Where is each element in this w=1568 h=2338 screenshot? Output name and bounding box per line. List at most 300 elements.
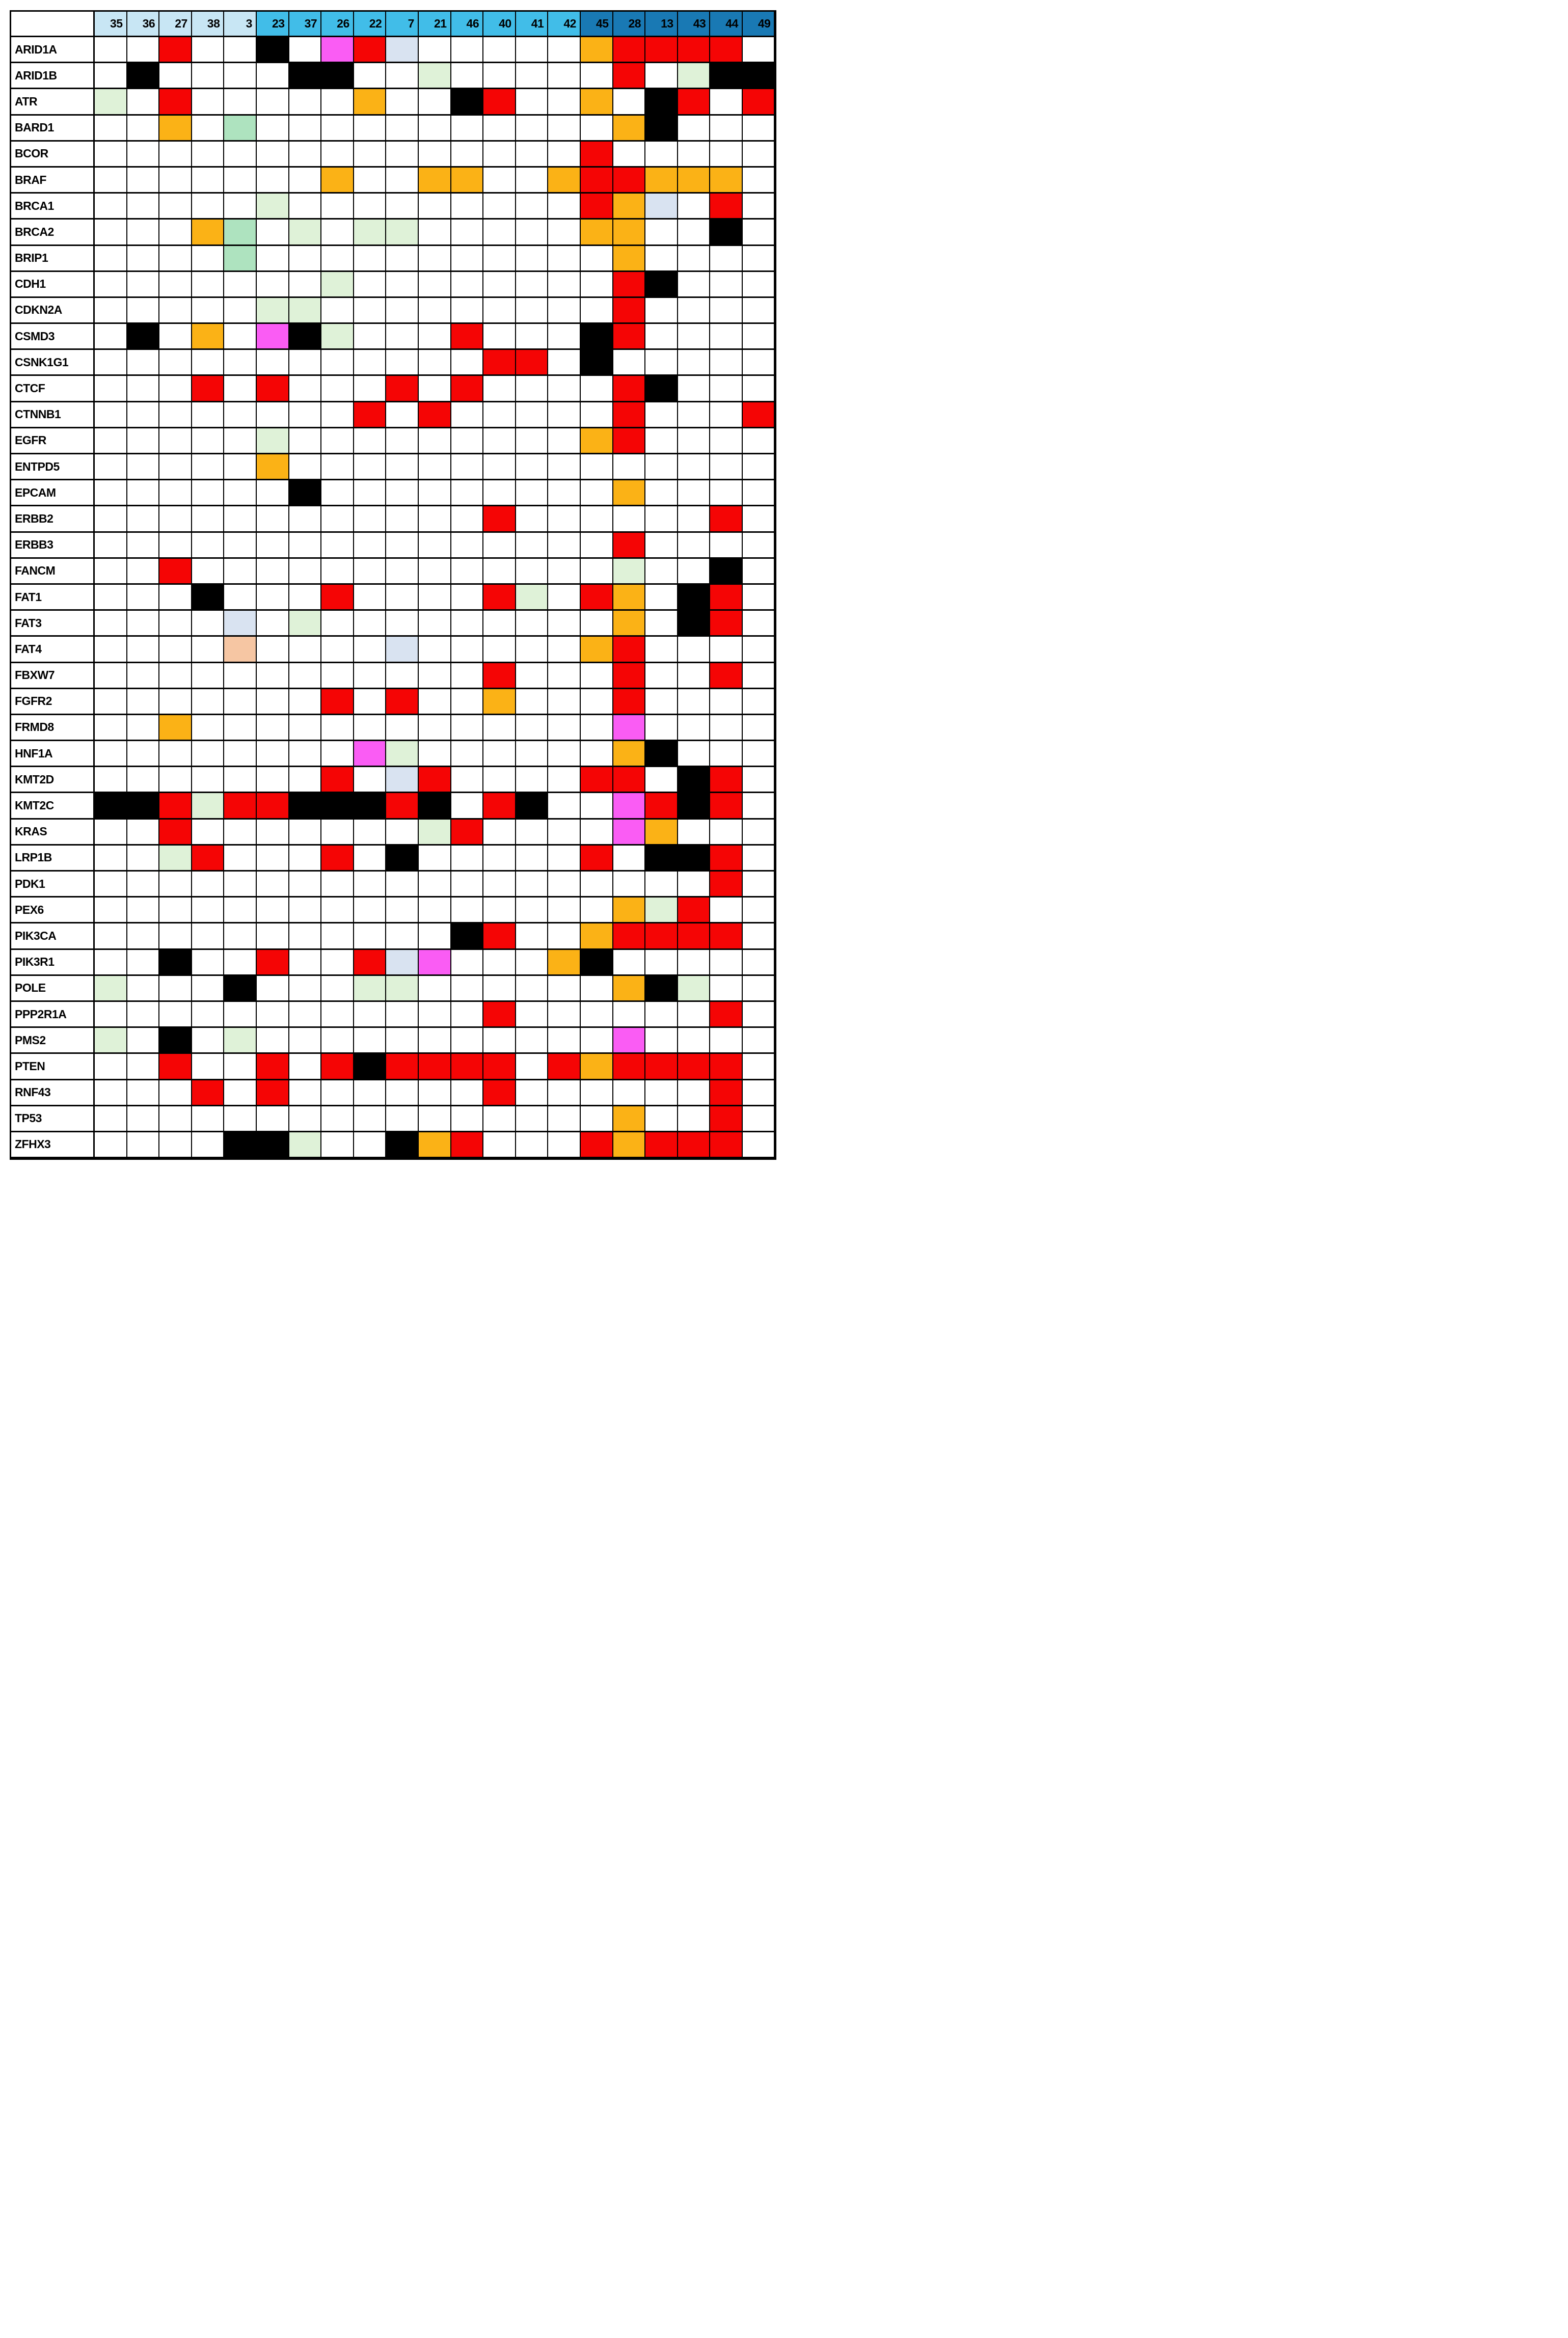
cell-BARD1-41-white	[516, 116, 549, 142]
cell-BCOR-38-white	[192, 142, 225, 168]
cell-HNF1A-13-black	[645, 741, 678, 767]
cell-ENTPD5-35-white	[95, 454, 127, 480]
cell-FGFR2-49-white	[743, 689, 775, 715]
cell-CTNNB1-3-white	[224, 402, 257, 428]
gene-label-ERBB3: ERBB3	[11, 533, 95, 559]
gene-label-POLE: POLE	[11, 976, 95, 1002]
cell-FGFR2-43-white	[678, 689, 711, 715]
cell-KMT2D-22-white	[354, 767, 387, 793]
cell-ARID1A-40-white	[483, 37, 516, 63]
cell-KMT2D-7-light-blue	[386, 767, 419, 793]
cell-FAT3-7-white	[386, 611, 419, 637]
cell-BRIP1-27-white	[159, 246, 192, 272]
cell-PIK3CA-23-white	[257, 923, 289, 949]
cell-PIK3R1-43-white	[678, 950, 711, 976]
cell-EGFR-43-white	[678, 428, 711, 454]
cell-ENTPD5-43-white	[678, 454, 711, 480]
cell-EPCAM-7-white	[386, 480, 419, 506]
cell-CDKN2A-35-white	[95, 298, 127, 324]
cell-ARID1B-46-white	[451, 63, 484, 89]
gene-label-PIK3CA: PIK3CA	[11, 923, 95, 949]
cell-POLE-27-white	[159, 976, 192, 1002]
cell-FAT3-28-orange	[613, 611, 646, 637]
cell-POLE-37-white	[289, 976, 322, 1002]
cell-PEX6-37-white	[289, 898, 322, 923]
cell-BRCA1-36-white	[127, 194, 160, 220]
cell-PDK1-36-white	[127, 872, 160, 898]
cell-HNF1A-26-white	[321, 741, 354, 767]
cell-CDKN2A-26-white	[321, 298, 354, 324]
cell-FANCM-26-white	[321, 559, 354, 585]
cell-BRIP1-42-white	[548, 246, 581, 272]
cell-FBXW7-28-red	[613, 663, 646, 689]
cell-CSMD3-41-white	[516, 324, 549, 350]
cell-PIK3R1-27-black	[159, 950, 192, 976]
cell-PMS2-21-white	[419, 1028, 451, 1054]
cell-ARID1B-27-white	[159, 63, 192, 89]
cell-KMT2D-28-red	[613, 767, 646, 793]
cell-FANCM-28-pale-green	[613, 559, 646, 585]
cell-ATR-44-white	[710, 89, 743, 115]
cell-BRIP1-3-medium-green	[224, 246, 257, 272]
cell-FAT4-13-white	[645, 637, 678, 663]
cell-ATR-37-white	[289, 89, 322, 115]
cell-BRCA1-45-red	[581, 194, 613, 220]
cell-CSMD3-21-white	[419, 324, 451, 350]
cell-PIK3CA-13-red	[645, 923, 678, 949]
cell-EGFR-38-white	[192, 428, 225, 454]
gene-label-TP53: TP53	[11, 1106, 95, 1132]
cell-CDH1-27-white	[159, 272, 192, 298]
cell-BARD1-23-white	[257, 116, 289, 142]
cell-ATR-13-black	[645, 89, 678, 115]
cell-ZFHX3-46-red	[451, 1132, 484, 1158]
cell-PIK3R1-49-white	[743, 950, 775, 976]
cell-FANCM-38-white	[192, 559, 225, 585]
cell-RNF43-38-red	[192, 1080, 225, 1106]
cell-ATR-21-white	[419, 89, 451, 115]
cell-BRIP1-46-white	[451, 246, 484, 272]
cell-ERBB2-28-white	[613, 506, 646, 532]
cell-ERBB2-26-white	[321, 506, 354, 532]
cell-ARID1A-44-red	[710, 37, 743, 63]
cell-ATR-27-red	[159, 89, 192, 115]
column-header-41: 41	[516, 12, 549, 37]
cell-CTNNB1-41-white	[516, 402, 549, 428]
cell-ATR-3-white	[224, 89, 257, 115]
cell-FAT4-26-white	[321, 637, 354, 663]
cell-PMS2-27-black	[159, 1028, 192, 1054]
cell-PPP2R1A-38-white	[192, 1002, 225, 1028]
cell-CSMD3-40-white	[483, 324, 516, 350]
cell-ARID1B-21-pale-green	[419, 63, 451, 89]
cell-PDK1-41-white	[516, 872, 549, 898]
cell-BRIP1-26-white	[321, 246, 354, 272]
column-header-23: 23	[257, 12, 289, 37]
cell-LRP1B-43-black	[678, 846, 711, 872]
cell-ARID1B-38-white	[192, 63, 225, 89]
cell-CSMD3-3-white	[224, 324, 257, 350]
cell-KMT2D-49-white	[743, 767, 775, 793]
cell-CDKN2A-22-white	[354, 298, 387, 324]
cell-CTNNB1-13-white	[645, 402, 678, 428]
cell-ERBB2-49-white	[743, 506, 775, 532]
cell-FAT4-38-white	[192, 637, 225, 663]
cell-ATR-49-red	[743, 89, 775, 115]
cell-BCOR-35-white	[95, 142, 127, 168]
cell-BRIP1-13-white	[645, 246, 678, 272]
cell-BRCA2-49-white	[743, 220, 775, 246]
cell-EGFR-27-white	[159, 428, 192, 454]
cell-KMT2C-40-red	[483, 793, 516, 819]
cell-FRMD8-36-white	[127, 715, 160, 741]
cell-PDK1-23-white	[257, 872, 289, 898]
gene-label-CSMD3: CSMD3	[11, 324, 95, 350]
cell-POLE-45-white	[581, 976, 613, 1002]
cell-PEX6-41-white	[516, 898, 549, 923]
cell-FGFR2-42-white	[548, 689, 581, 715]
cell-PTEN-21-red	[419, 1054, 451, 1080]
column-header-13: 13	[645, 12, 678, 37]
cell-CSNK1G1-40-red	[483, 350, 516, 376]
cell-RNF43-49-white	[743, 1080, 775, 1106]
cell-ZFHX3-7-black	[386, 1132, 419, 1158]
cell-TP53-35-white	[95, 1106, 127, 1132]
cell-BRAF-36-white	[127, 168, 160, 194]
cell-PIK3R1-26-white	[321, 950, 354, 976]
cell-HNF1A-43-white	[678, 741, 711, 767]
cell-FANCM-35-white	[95, 559, 127, 585]
cell-BRCA1-26-white	[321, 194, 354, 220]
cell-ERBB2-44-red	[710, 506, 743, 532]
cell-ENTPD5-37-white	[289, 454, 322, 480]
cell-KRAS-35-white	[95, 820, 127, 846]
cell-KMT2D-43-black	[678, 767, 711, 793]
gene-label-PEX6: PEX6	[11, 898, 95, 923]
cell-PIK3R1-45-black	[581, 950, 613, 976]
cell-LRP1B-42-white	[548, 846, 581, 872]
gene-label-HNF1A: HNF1A	[11, 741, 95, 767]
cell-PTEN-3-white	[224, 1054, 257, 1080]
cell-PTEN-28-red	[613, 1054, 646, 1080]
cell-CSMD3-37-black	[289, 324, 322, 350]
cell-PTEN-46-red	[451, 1054, 484, 1080]
cell-POLE-13-black	[645, 976, 678, 1002]
cell-TP53-3-white	[224, 1106, 257, 1132]
cell-ARID1B-7-white	[386, 63, 419, 89]
cell-PMS2-3-pale-green	[224, 1028, 257, 1054]
cell-ERBB2-43-white	[678, 506, 711, 532]
cell-BRCA1-13-light-blue	[645, 194, 678, 220]
cell-FBXW7-23-white	[257, 663, 289, 689]
cell-EGFR-3-white	[224, 428, 257, 454]
cell-FAT3-46-white	[451, 611, 484, 637]
cell-ERBB3-35-white	[95, 533, 127, 559]
gene-label-ARID1A: ARID1A	[11, 37, 95, 63]
cell-PIK3R1-42-orange	[548, 950, 581, 976]
cell-ERBB3-21-white	[419, 533, 451, 559]
cell-ATR-22-orange	[354, 89, 387, 115]
cell-PIK3R1-37-white	[289, 950, 322, 976]
cell-PIK3CA-7-white	[386, 923, 419, 949]
cell-BARD1-43-white	[678, 116, 711, 142]
cell-PMS2-38-white	[192, 1028, 225, 1054]
cell-CTNNB1-37-white	[289, 402, 322, 428]
column-header-42: 42	[548, 12, 581, 37]
cell-PEX6-28-orange	[613, 898, 646, 923]
cell-BRCA1-49-white	[743, 194, 775, 220]
cell-FAT3-40-white	[483, 611, 516, 637]
cell-ARID1A-42-white	[548, 37, 581, 63]
cell-PDK1-27-white	[159, 872, 192, 898]
gene-label-ATR: ATR	[11, 89, 95, 115]
cell-CDKN2A-44-white	[710, 298, 743, 324]
cell-RNF43-21-white	[419, 1080, 451, 1106]
cell-ENTPD5-28-white	[613, 454, 646, 480]
cell-CSMD3-38-orange	[192, 324, 225, 350]
cell-ARID1B-37-black	[289, 63, 322, 89]
cell-CTNNB1-23-white	[257, 402, 289, 428]
cell-BRCA1-43-white	[678, 194, 711, 220]
cell-PDK1-42-white	[548, 872, 581, 898]
cell-BRAF-43-orange	[678, 168, 711, 194]
cell-ZFHX3-21-orange	[419, 1132, 451, 1158]
cell-FRMD8-13-white	[645, 715, 678, 741]
cell-EPCAM-46-white	[451, 480, 484, 506]
column-header-7: 7	[386, 12, 419, 37]
cell-FAT1-26-red	[321, 585, 354, 611]
cell-CTCF-49-white	[743, 376, 775, 402]
cell-BCOR-49-white	[743, 142, 775, 168]
cell-ERBB3-44-white	[710, 533, 743, 559]
cell-ATR-40-red	[483, 89, 516, 115]
cell-BCOR-22-white	[354, 142, 387, 168]
cell-FBXW7-26-white	[321, 663, 354, 689]
cell-PTEN-36-white	[127, 1054, 160, 1080]
cell-KMT2C-45-white	[581, 793, 613, 819]
cell-TP53-27-white	[159, 1106, 192, 1132]
cell-PPP2R1A-41-white	[516, 1002, 549, 1028]
cell-BCOR-36-white	[127, 142, 160, 168]
cell-PEX6-35-white	[95, 898, 127, 923]
cell-FAT4-28-red	[613, 637, 646, 663]
cell-KRAS-49-white	[743, 820, 775, 846]
cell-CDH1-37-white	[289, 272, 322, 298]
cell-PMS2-43-white	[678, 1028, 711, 1054]
cell-TP53-7-white	[386, 1106, 419, 1132]
cell-PEX6-22-white	[354, 898, 387, 923]
cell-EGFR-35-white	[95, 428, 127, 454]
cell-CSNK1G1-43-white	[678, 350, 711, 376]
cell-CSMD3-26-pale-green	[321, 324, 354, 350]
cell-HNF1A-7-pale-green	[386, 741, 419, 767]
cell-FAT1-22-white	[354, 585, 387, 611]
cell-ZFHX3-28-orange	[613, 1132, 646, 1158]
cell-FGFR2-22-white	[354, 689, 387, 715]
cell-FGFR2-27-white	[159, 689, 192, 715]
gene-label-FBXW7: FBXW7	[11, 663, 95, 689]
cell-CDKN2A-21-white	[419, 298, 451, 324]
cell-KMT2D-41-white	[516, 767, 549, 793]
cell-ERBB3-26-white	[321, 533, 354, 559]
cell-KMT2D-23-white	[257, 767, 289, 793]
cell-BCOR-7-white	[386, 142, 419, 168]
cell-BARD1-26-white	[321, 116, 354, 142]
cell-FAT4-36-white	[127, 637, 160, 663]
cell-ERBB2-41-white	[516, 506, 549, 532]
cell-ZFHX3-44-red	[710, 1132, 743, 1158]
cell-HNF1A-35-white	[95, 741, 127, 767]
cell-FAT1-42-white	[548, 585, 581, 611]
cell-FANCM-46-white	[451, 559, 484, 585]
cell-EPCAM-42-white	[548, 480, 581, 506]
cell-KMT2C-49-white	[743, 793, 775, 819]
cell-ARID1A-38-white	[192, 37, 225, 63]
cell-CSNK1G1-13-white	[645, 350, 678, 376]
cell-LRP1B-41-white	[516, 846, 549, 872]
cell-BRCA1-35-white	[95, 194, 127, 220]
cell-KMT2C-23-red	[257, 793, 289, 819]
cell-PIK3R1-44-white	[710, 950, 743, 976]
cell-PEX6-44-white	[710, 898, 743, 923]
cell-CSNK1G1-23-white	[257, 350, 289, 376]
cell-ARID1B-13-white	[645, 63, 678, 89]
cell-KMT2C-37-black	[289, 793, 322, 819]
cell-ERBB3-36-white	[127, 533, 160, 559]
cell-FANCM-37-white	[289, 559, 322, 585]
cell-BRIP1-23-white	[257, 246, 289, 272]
cell-TP53-40-white	[483, 1106, 516, 1132]
cell-FAT4-46-white	[451, 637, 484, 663]
cell-FANCM-13-white	[645, 559, 678, 585]
cell-PDK1-35-white	[95, 872, 127, 898]
cell-RNF43-22-white	[354, 1080, 387, 1106]
cell-BRCA2-28-orange	[613, 220, 646, 246]
column-header-3: 3	[224, 12, 257, 37]
cell-BRCA2-27-white	[159, 220, 192, 246]
cell-BRCA1-46-white	[451, 194, 484, 220]
cell-BARD1-35-white	[95, 116, 127, 142]
cell-BRIP1-36-white	[127, 246, 160, 272]
gene-label-ERBB2: ERBB2	[11, 506, 95, 532]
cell-CSNK1G1-41-red	[516, 350, 549, 376]
cell-CTCF-36-white	[127, 376, 160, 402]
column-header-45: 45	[581, 12, 613, 37]
gene-label-BRCA1: BRCA1	[11, 194, 95, 220]
cell-ARID1B-23-white	[257, 63, 289, 89]
cell-TP53-49-white	[743, 1106, 775, 1132]
cell-RNF43-23-red	[257, 1080, 289, 1106]
cell-POLE-23-white	[257, 976, 289, 1002]
cell-CDH1-36-white	[127, 272, 160, 298]
cell-ERBB3-3-white	[224, 533, 257, 559]
cell-FAT4-23-white	[257, 637, 289, 663]
cell-BRCA1-40-white	[483, 194, 516, 220]
cell-ENTPD5-22-white	[354, 454, 387, 480]
cell-CTCF-43-white	[678, 376, 711, 402]
cell-CSNK1G1-37-white	[289, 350, 322, 376]
cell-BRCA2-7-pale-green	[386, 220, 419, 246]
cell-PDK1-22-white	[354, 872, 387, 898]
cell-BRCA1-7-white	[386, 194, 419, 220]
cell-ARID1B-3-white	[224, 63, 257, 89]
cell-CTCF-42-white	[548, 376, 581, 402]
cell-EPCAM-37-black	[289, 480, 322, 506]
cell-CTCF-45-white	[581, 376, 613, 402]
cell-CDH1-41-white	[516, 272, 549, 298]
cell-KRAS-26-white	[321, 820, 354, 846]
cell-KRAS-28-magenta	[613, 820, 646, 846]
cell-PIK3R1-3-white	[224, 950, 257, 976]
cell-TP53-21-white	[419, 1106, 451, 1132]
cell-FGFR2-13-white	[645, 689, 678, 715]
cell-ERBB3-46-white	[451, 533, 484, 559]
cell-ZFHX3-23-black	[257, 1132, 289, 1158]
cell-ZFHX3-26-white	[321, 1132, 354, 1158]
cell-CDH1-42-white	[548, 272, 581, 298]
cell-TP53-28-orange	[613, 1106, 646, 1132]
cell-CSNK1G1-27-white	[159, 350, 192, 376]
cell-FAT1-3-white	[224, 585, 257, 611]
column-header-26: 26	[321, 12, 354, 37]
cell-FBXW7-40-red	[483, 663, 516, 689]
cell-CSNK1G1-21-white	[419, 350, 451, 376]
cell-PEX6-49-white	[743, 898, 775, 923]
cell-FAT3-49-white	[743, 611, 775, 637]
cell-PDK1-3-white	[224, 872, 257, 898]
cell-ENTPD5-3-white	[224, 454, 257, 480]
cell-FAT1-21-white	[419, 585, 451, 611]
cell-FAT3-38-white	[192, 611, 225, 637]
cell-CSNK1G1-7-white	[386, 350, 419, 376]
cell-CSNK1G1-36-white	[127, 350, 160, 376]
cell-PTEN-27-red	[159, 1054, 192, 1080]
cell-FBXW7-13-white	[645, 663, 678, 689]
gene-label-FANCM: FANCM	[11, 559, 95, 585]
cell-FGFR2-46-white	[451, 689, 484, 715]
cell-HNF1A-36-white	[127, 741, 160, 767]
cell-BRAF-42-orange	[548, 168, 581, 194]
cell-CTCF-26-white	[321, 376, 354, 402]
cell-FBXW7-43-white	[678, 663, 711, 689]
cell-PEX6-13-pale-green	[645, 898, 678, 923]
cell-BRAF-38-white	[192, 168, 225, 194]
cell-EGFR-40-white	[483, 428, 516, 454]
cell-PEX6-40-white	[483, 898, 516, 923]
cell-CTNNB1-22-red	[354, 402, 387, 428]
cell-PIK3R1-28-white	[613, 950, 646, 976]
cell-ARID1B-45-white	[581, 63, 613, 89]
cell-FBXW7-46-white	[451, 663, 484, 689]
cell-CDKN2A-23-pale-green	[257, 298, 289, 324]
cell-BRIP1-49-white	[743, 246, 775, 272]
cell-FGFR2-45-white	[581, 689, 613, 715]
cell-PDK1-26-white	[321, 872, 354, 898]
cell-CTNNB1-45-white	[581, 402, 613, 428]
cell-FAT3-45-white	[581, 611, 613, 637]
cell-PTEN-26-red	[321, 1054, 354, 1080]
cell-PEX6-7-white	[386, 898, 419, 923]
cell-CDKN2A-43-white	[678, 298, 711, 324]
cell-KMT2D-38-white	[192, 767, 225, 793]
cell-KMT2D-3-white	[224, 767, 257, 793]
cell-CDH1-44-white	[710, 272, 743, 298]
cell-BRCA1-28-orange	[613, 194, 646, 220]
cell-EPCAM-3-white	[224, 480, 257, 506]
gene-label-BCOR: BCOR	[11, 142, 95, 168]
cell-FAT4-3-peach	[224, 637, 257, 663]
cell-PIK3CA-41-white	[516, 923, 549, 949]
